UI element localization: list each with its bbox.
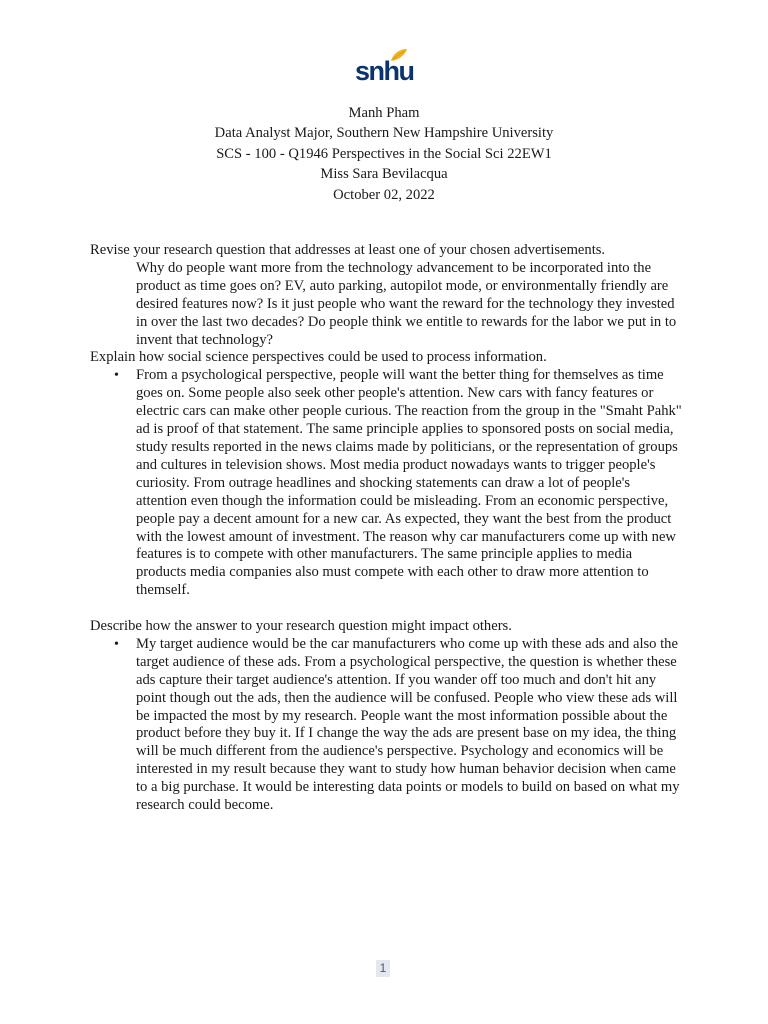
- answer-research-question: Why do people want more from the technology advancement to be incorporated into the product as time goes on? EV, auto parking, autopilot mode, or environmentally friendly are desired features now? Is it just people who want the reward for the technology they invested in over the last two decades? Do people think we entitle to rewards for the labor we put in to invent that technology?: [136, 259, 677, 348]
- title-block: [0, 103, 768, 205]
- prompt-research-question: Revise your research question that addresses at least one of your chosen advertisements.: [90, 242, 606, 258]
- instructor-name: Miss Sara Bevilacqua: [320, 166, 448, 183]
- bullet-icon: •: [114, 636, 119, 652]
- bullet-list: [90, 636, 682, 815]
- course-name: SCS - 100 - Q1946 Perspectives in the Social Sci 22EW1: [216, 145, 552, 162]
- snhu-logo: [355, 48, 414, 88]
- bullet-list: [90, 367, 682, 600]
- bullet-icon: •: [114, 368, 119, 384]
- page-number: 1: [376, 960, 390, 977]
- document-date: October 02, 2022: [333, 186, 435, 203]
- document-body: [90, 242, 682, 815]
- prompt-impact-on-others: Describe how the answer to your research question might impact others.: [90, 618, 512, 635]
- prompt-social-science-perspectives: Explain how social science perspectives could be used to process information.: [90, 349, 547, 366]
- author-affiliation: Data Analyst Major, Southern New Hampshire University: [214, 125, 554, 142]
- leaf-icon: [390, 48, 408, 62]
- bullet-text: From a psychological perspective, people will want the better thing for themselves as time goes on. Some people also seek other people's attention. New cars with fancy features or electric cars can make other people curious. The reaction from the group in the "Smaht Pahk" ad is proof of that statement. The same principle applies to sponsored posts on social media, study results reported in the news claims made by politicians, or the representation of groups and cultures in television shows. Most media product nowadays wants to trigger people's curiosity. From outrage headlines and shocking statements can draw a lot of people's attention even though the information could be misleading. From an economic perspective, people pay a decent amount for a new car. As expected, they want the best from the product with the lowest amount of investment. The reason why car manufacturers come up with new features is to compete with other manufacturers. The same principle applies to media products media companies also must compete with each other to draw more attention to themself.: [136, 367, 682, 599]
- logo-wordmark: snhu: [355, 56, 414, 86]
- author-name: Manh Pham: [348, 105, 420, 121]
- bullet-text: My target audience would be the car manufacturers who come up with these ads and also the target audience of these ads. From a psychological perspective, the question is whether these ads capture their target audience's attention. If you wander off too much and don't hit any point though out the ads, then the audience will be confused. People who view these ads will be impacted the most by my research. People want the most information possible about the product before they buy it. If I change the way the ads are present base on my idea, the thing will be much different from the audience's perspective. Psychology and economics will be interested in my result because they want to study how human behavior decision when came to a big purchase. It would be interesting data points or models to build on based on what my research could become.: [136, 635, 680, 814]
- list-item: [114, 635, 682, 815]
- list-item: [114, 367, 682, 600]
